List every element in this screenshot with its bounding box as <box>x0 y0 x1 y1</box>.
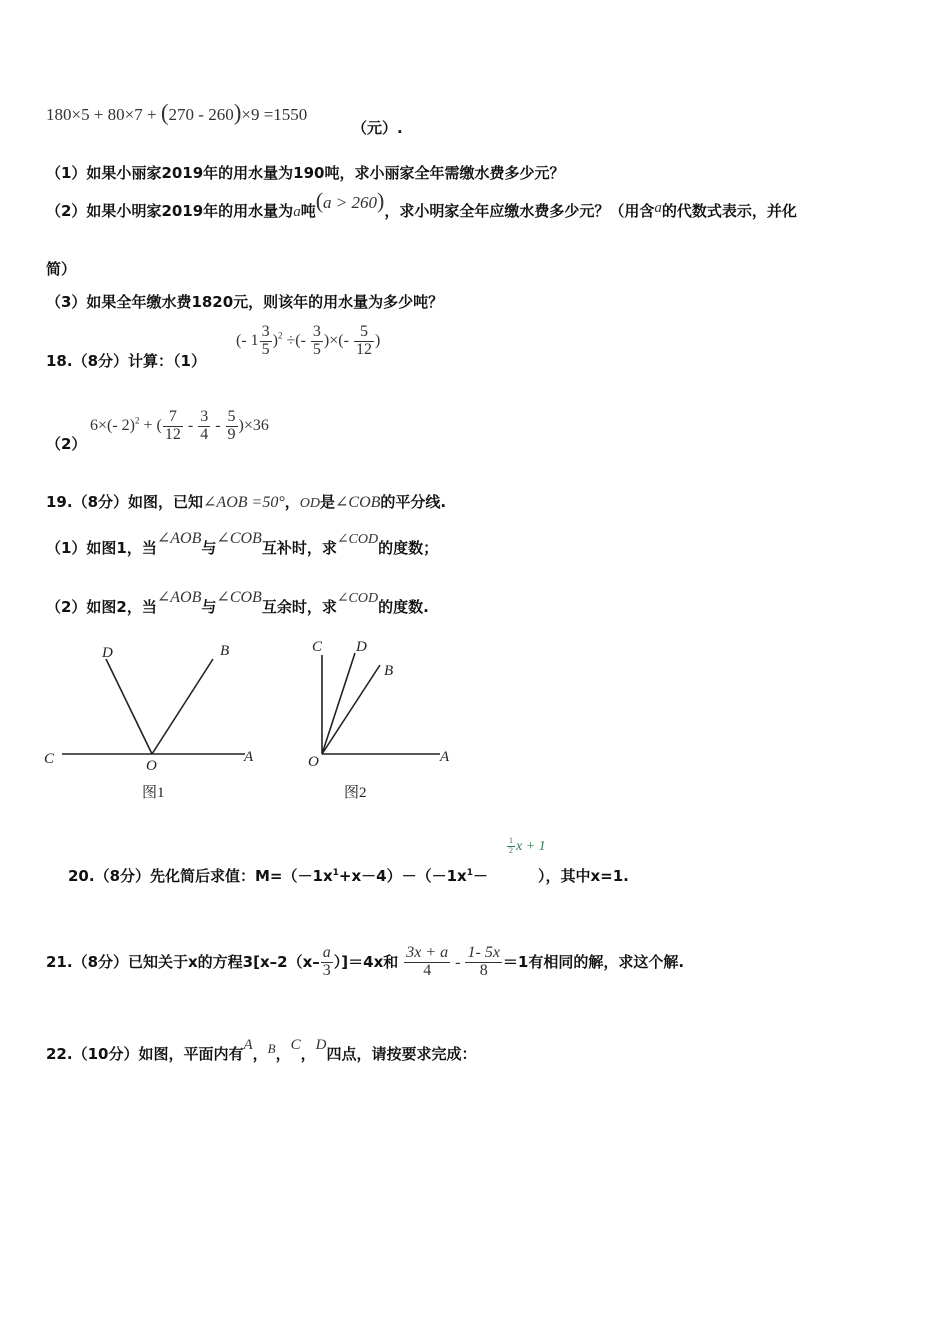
q18-e2-text-a: 6×(- 2) <box>90 416 136 434</box>
q19-p2-text-d: 的度数. <box>378 598 429 616</box>
q21-text-c: ＝1有相同的解，求这个解. <box>502 952 685 971</box>
ray-ob <box>322 665 380 754</box>
q20-exponent-2: 1 <box>466 868 473 878</box>
q19-p1-text-a: （1）如图1，当 <box>46 539 157 557</box>
q19-angle-aob: ∠AOB =50° <box>203 494 285 511</box>
q19-angle-cob: ∠COB <box>334 494 381 511</box>
q20-text-d: ），其中x=1. <box>537 867 629 885</box>
caption-fig1: 图1 <box>142 785 165 801</box>
fraction-denominator: 5 <box>312 340 321 358</box>
fraction-denominator: 12 <box>355 340 372 358</box>
q19-stem-text-d: 的平分线. <box>380 493 447 511</box>
q19-p2-angle-cod: ∠COD <box>336 591 379 606</box>
ray-od <box>106 659 152 754</box>
q17-part2-text-a: （2）如果小明家2019年的用水量为 <box>46 202 294 220</box>
q18-e1-fraction-2 <box>311 324 323 359</box>
q18-e1-fraction-1 <box>260 324 272 359</box>
q19-p1-text-c: 互补时，求 <box>261 539 337 557</box>
calc-expression-inner: 270 - 260 <box>168 105 234 124</box>
fraction-numerator: 1- 5x <box>467 944 500 961</box>
q17-part2 <box>46 188 797 222</box>
q20-fraction-term <box>506 837 546 855</box>
q18-e1-text-b: ) <box>272 331 278 349</box>
calc-expression-a: 180×5 + 80×7 + <box>46 105 161 124</box>
fraction-numerator: 1 <box>509 836 513 846</box>
ray-od <box>322 653 355 754</box>
q17-part2-text-b: 吨 <box>300 202 316 220</box>
q17-cond-open: ( <box>315 188 324 213</box>
q17-part2-text-d: 的代数式表示，并化 <box>661 202 797 220</box>
fraction-numerator: 3 <box>200 408 209 425</box>
fraction-denominator: 2 <box>509 845 513 855</box>
label-b: B <box>384 663 394 679</box>
fraction-denominator: 4 <box>200 425 209 443</box>
figure-2 <box>300 635 470 805</box>
q19-p2-text-c: 互余时，求 <box>261 598 337 616</box>
q19-od: OD <box>299 496 320 511</box>
q22-point-d: D <box>315 1037 327 1053</box>
q18-label-2: （2） <box>46 435 87 453</box>
q17-part1: （1）如果小丽家2019年的用水量为190吨，求小丽家全年需缴水费多少元？ <box>46 164 565 182</box>
q17-condition: a > 260 <box>323 193 378 212</box>
q19-stem-text-b: ， <box>284 493 300 511</box>
q19-p2-angle-cob: ∠COB <box>216 589 262 606</box>
q20-text-c: － <box>472 867 488 885</box>
q19-p2-text-b: 与 <box>201 598 217 616</box>
q21-text-a: 21.（8分）已知关于x的方程3[x–2（x– <box>46 952 320 971</box>
q18-e2-exponent: 2 <box>135 415 140 426</box>
q18-e1-exponent: 2 <box>277 330 283 341</box>
q21-fraction-3x-plus-a <box>404 945 450 980</box>
q20-half-fraction <box>507 837 515 855</box>
q19-p1-text-b: 与 <box>201 539 217 557</box>
figure-1 <box>40 635 270 805</box>
q17-cond-close: ) <box>377 188 385 213</box>
q21-text-b: ）]＝4x和 <box>333 952 399 971</box>
q19-stem <box>46 491 446 512</box>
calc-unit: （元）. <box>352 119 403 137</box>
q17-var-a: a <box>293 204 301 220</box>
q20-stem <box>68 865 629 886</box>
q22-point-a: A <box>243 1037 253 1053</box>
q21-minus: - <box>455 953 461 971</box>
q18-label: 18.（8分）计算：（1） <box>46 352 206 370</box>
fraction-denominator: 3 <box>322 961 331 979</box>
q21-fraction-1-minus-5x <box>465 945 501 980</box>
q20-text-a: 20.（8分）先化简后求值：M=（－1x <box>68 867 333 885</box>
label-a: A <box>440 749 450 765</box>
q18-e2-fraction-2 <box>198 409 210 444</box>
fraction-numerator: 5 <box>227 408 236 425</box>
q19-p2-text-a: （2）如图2，当 <box>46 598 157 616</box>
label-b: B <box>220 643 230 659</box>
label-o: O <box>146 758 157 774</box>
q17-var-a2: a <box>654 200 662 216</box>
fraction-denominator: 9 <box>227 425 236 443</box>
label-o: O <box>308 754 319 770</box>
label-c: C <box>44 751 55 767</box>
fraction-numerator: 5 <box>354 324 374 342</box>
fraction-numerator: 3 <box>312 323 321 340</box>
q22-comma-1: ， <box>252 1045 268 1063</box>
fraction-numerator: a <box>322 944 331 961</box>
q19-p1-angle-aob: ∠AOB <box>156 530 202 547</box>
q18-e2-text-b: + ( <box>139 416 162 434</box>
q22-text-b: 四点，请按要求完成： <box>326 1045 477 1063</box>
q21-fraction-a-over-3 <box>321 945 333 980</box>
q19-p1-angle-cod: ∠COD <box>336 532 379 547</box>
q17-part3: （3）如果全年缴水费1820元，则该年的用水量为多少吨？ <box>46 293 444 311</box>
q22-point-c: C <box>290 1037 301 1053</box>
calc-paren-open: ( <box>160 100 169 125</box>
q22-point-b: B <box>267 1041 276 1056</box>
q19-part1 <box>46 530 439 558</box>
fraction-numerator: 7 <box>163 409 183 427</box>
previous-calculation <box>46 100 307 126</box>
q18-expression-1 <box>236 324 380 359</box>
label-d: D <box>102 645 113 661</box>
q21-stem <box>46 945 684 980</box>
fraction-numerator: 3x + a <box>406 944 449 961</box>
fraction-denominator: 5 <box>261 340 270 358</box>
q22-comma-3: ， <box>300 1045 316 1063</box>
calc-expression-b: ×9 =1550 <box>241 105 308 124</box>
calc-paren-close: ) <box>233 100 242 125</box>
q18-e2-minus-2: - <box>211 416 225 434</box>
label-a: A <box>244 749 254 765</box>
fraction-numerator: 3 <box>261 323 270 340</box>
q18-e1-text-a: (- 1 <box>236 331 259 349</box>
fraction-denominator: 4 <box>423 961 432 979</box>
q17-part2-tail: 简） <box>46 260 77 278</box>
label-c: C <box>312 639 323 655</box>
q20-exponent-1: 1 <box>332 868 339 878</box>
q18-e1-text-c: ÷(- <box>282 331 310 349</box>
q22-stem <box>46 1037 477 1064</box>
q18-e1-text-d: )×(- <box>323 331 353 349</box>
q18-e2-fraction-1 <box>163 409 183 444</box>
q18-e2-fraction-3 <box>226 409 238 444</box>
q18-e1-fraction-3 <box>354 324 374 359</box>
q17-part2-text-c: ，求小明家全年应缴水费多少元？（用含 <box>384 202 655 220</box>
caption-fig2: 图2 <box>344 785 367 801</box>
q18-e1-text-e: ) <box>374 331 381 349</box>
fraction-denominator: 12 <box>164 425 181 443</box>
ray-ob <box>152 659 213 754</box>
q22-comma-2: ， <box>275 1045 291 1063</box>
q18-expression-2 <box>90 409 269 444</box>
q19-p1-angle-cob: ∠COB <box>216 530 262 547</box>
q19-stem-text-c: 是 <box>319 493 335 511</box>
q20-fraction-rest: x + 1 <box>516 839 546 854</box>
label-d: D <box>356 639 367 655</box>
q19-p2-angle-aob: ∠AOB <box>156 589 202 606</box>
q19-part2 <box>46 589 429 617</box>
fraction-denominator: 8 <box>479 961 488 979</box>
q18-e2-text-c: )×36 <box>238 416 269 434</box>
q19-p1-text-d: 的度数； <box>378 539 439 557</box>
q19-stem-text-a: 19.（8分）如图，已知 <box>46 493 204 511</box>
q20-text-b: +x－4）－（－1x <box>338 867 467 885</box>
q18-e2-minus-1: - <box>183 416 198 434</box>
q22-text-a: 22.（10分）如图，平面内有 <box>46 1045 244 1063</box>
